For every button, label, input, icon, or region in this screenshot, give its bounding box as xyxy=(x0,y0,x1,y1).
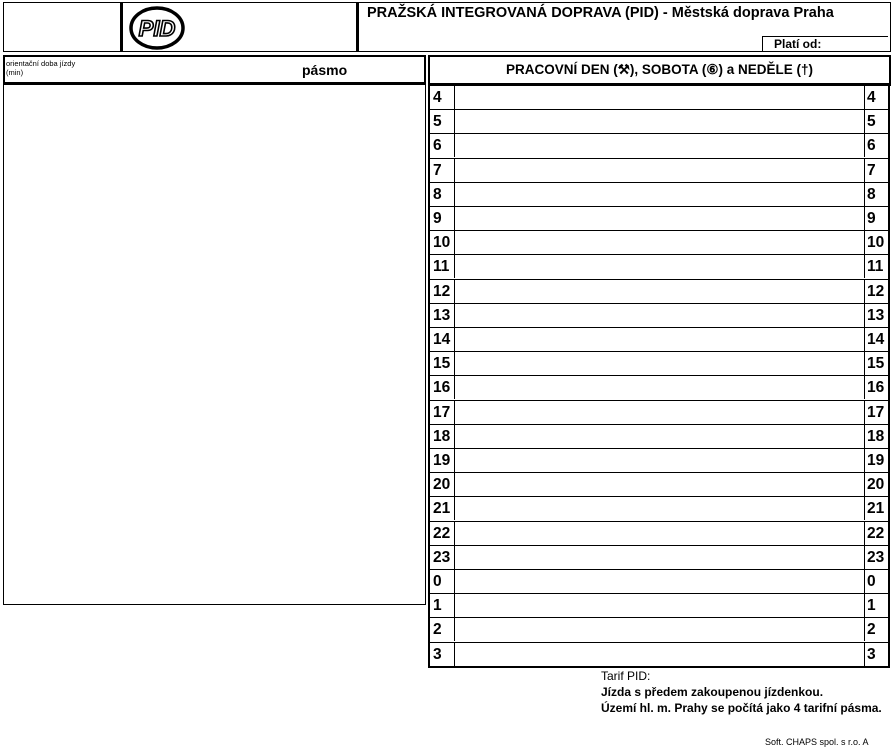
hour-label-right: 20 xyxy=(864,473,888,496)
travel-time-label: orientační doba jízdy (min) xyxy=(6,59,76,77)
hour-label-left: 8 xyxy=(431,183,455,206)
hour-label-left: 1 xyxy=(431,594,455,617)
hour-label-left: 21 xyxy=(431,497,455,520)
hour-label-right: 16 xyxy=(864,376,888,399)
hour-label-right: 19 xyxy=(864,449,888,472)
hour-row xyxy=(430,522,888,546)
hour-label-left: 3 xyxy=(431,643,455,666)
zone-label: pásmo xyxy=(302,62,348,78)
tariff-info xyxy=(601,668,882,716)
hour-label-right: 4 xyxy=(864,86,888,109)
hour-label-left: 10 xyxy=(431,231,455,254)
hour-label-right: 6 xyxy=(864,134,888,157)
hour-label-left: 20 xyxy=(431,473,455,496)
hour-label-right: 14 xyxy=(864,328,888,351)
hour-label-right: 10 xyxy=(864,231,888,254)
hour-label-right: 21 xyxy=(864,497,888,520)
page-title: PRAŽSKÁ INTEGROVANÁ DOPRAVA (PID) - Městská doprava Praha xyxy=(367,5,834,21)
hour-label-left: 17 xyxy=(431,401,455,424)
hour-label-right: 8 xyxy=(864,183,888,206)
timetable-title: PRACOVNÍ DEN (⚒), SOBOTA (⑥) a NEDĚLE (†) xyxy=(506,62,813,77)
hour-row xyxy=(430,86,888,110)
hour-label-left: 9 xyxy=(431,207,455,230)
pid-logo-text: PID xyxy=(138,16,176,41)
hour-row xyxy=(430,304,888,328)
hour-label-right: 18 xyxy=(864,425,888,448)
software-credit: Soft. CHAPS spol. s r.o. A xyxy=(765,737,869,747)
hour-row xyxy=(430,473,888,497)
hour-label-right: 5 xyxy=(864,110,888,133)
hour-label-left: 19 xyxy=(431,449,455,472)
hour-row xyxy=(430,231,888,255)
hour-row xyxy=(430,643,888,667)
hour-row xyxy=(430,497,888,521)
hour-row xyxy=(430,546,888,570)
hour-row xyxy=(430,183,888,207)
tariff-line-1: Jízda s předem zakoupenou jízdenkou. xyxy=(601,685,824,699)
hour-label-left: 7 xyxy=(431,159,455,182)
hour-label-right: 9 xyxy=(864,207,888,230)
timetable-grid xyxy=(428,86,890,668)
valid-from-label: Platí od: xyxy=(774,37,822,51)
hour-label-right: 12 xyxy=(864,280,888,303)
hour-row xyxy=(430,376,888,400)
hour-label-left: 5 xyxy=(431,110,455,133)
hour-label-right: 17 xyxy=(864,401,888,424)
hour-label-left: 14 xyxy=(431,328,455,351)
hour-row xyxy=(430,618,888,642)
hour-row xyxy=(430,401,888,425)
hour-label-right: 23 xyxy=(864,546,888,569)
hour-label-right: 2 xyxy=(864,618,888,641)
hour-row xyxy=(430,594,888,618)
hour-label-right: 0 xyxy=(864,570,888,593)
hour-row xyxy=(430,328,888,352)
hour-label-left: 23 xyxy=(431,546,455,569)
hour-label-right: 1 xyxy=(864,594,888,617)
hour-label-left: 16 xyxy=(431,376,455,399)
hour-row xyxy=(430,134,888,158)
hour-label-right: 11 xyxy=(864,255,888,278)
hour-label-left: 4 xyxy=(431,86,455,109)
hour-label-left: 15 xyxy=(431,352,455,375)
tariff-line-2: Území hl. m. Prahy se počítá jako 4 tarifní pásma. xyxy=(601,701,882,715)
hour-label-left: 2 xyxy=(431,618,455,641)
hour-row xyxy=(430,110,888,134)
hour-row xyxy=(430,352,888,376)
hour-row xyxy=(430,425,888,449)
hour-label-left: 18 xyxy=(431,425,455,448)
hour-row xyxy=(430,280,888,304)
stops-list-area xyxy=(3,85,426,605)
hour-label-left: 11 xyxy=(431,255,455,278)
hour-label-right: 22 xyxy=(864,522,888,545)
header-left-cell xyxy=(3,2,121,52)
pid-logo xyxy=(127,5,187,51)
hour-label-right: 13 xyxy=(864,304,888,327)
tariff-title: Tarif PID: xyxy=(601,669,651,683)
hour-row xyxy=(430,159,888,183)
hour-row xyxy=(430,570,888,594)
hour-label-right: 3 xyxy=(864,643,888,666)
hour-label-left: 12 xyxy=(431,280,455,303)
hour-label-right: 7 xyxy=(864,159,888,182)
hour-label-right: 15 xyxy=(864,352,888,375)
hour-row xyxy=(430,449,888,473)
hour-label-left: 13 xyxy=(431,304,455,327)
hour-label-left: 0 xyxy=(431,570,455,593)
hour-row xyxy=(430,207,888,231)
hour-label-left: 6 xyxy=(431,134,455,157)
hour-row xyxy=(430,255,888,279)
hour-label-left: 22 xyxy=(431,522,455,545)
